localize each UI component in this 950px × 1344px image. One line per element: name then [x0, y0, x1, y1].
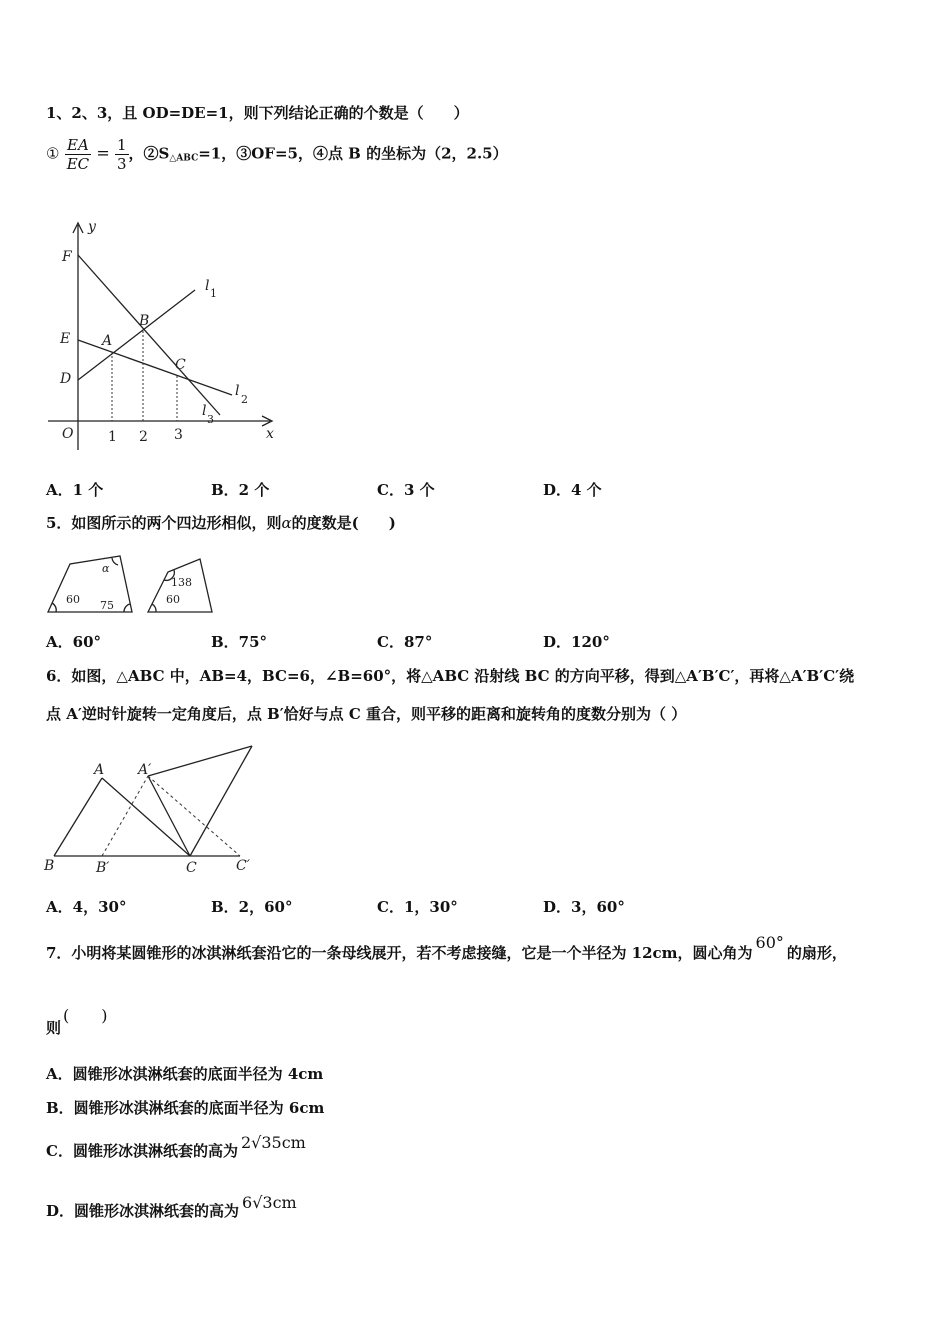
label-l2: l [235, 383, 240, 399]
arc-right-60 [152, 604, 156, 612]
tick-2: 2 [139, 429, 148, 445]
label-c-prime: C′ [236, 858, 250, 874]
q7-stem-line2: 则( ) [46, 1006, 108, 1037]
q5-quadrilaterals-figure [40, 552, 230, 618]
q7-option-b[interactable]: B．圆锥形冰淇淋纸套的底面半径为 6cm [46, 1099, 325, 1117]
q4-circle-1: ① [46, 144, 60, 163]
label-a: A [102, 333, 113, 349]
q5-alpha: α [281, 514, 292, 532]
line-a2-top [148, 746, 252, 776]
q6-stem-line2: 点 A′逆时针旋转一定角度后，点 B′恰好与点 C 重合，则平移的距离和旋转角的度数分别为（ ） [46, 705, 687, 723]
label-left-60: 60 [66, 593, 80, 606]
q7-option-d[interactable]: D．圆锥形冰淇淋纸套的高为 6√3cm [46, 1193, 297, 1220]
label-c: C [175, 357, 186, 373]
q7-option-c-math: 2√35cm [240, 1133, 306, 1152]
label-right-60: 60 [166, 593, 180, 606]
line-a2c [148, 776, 190, 856]
q4-option-c[interactable]: C．3 个 [377, 481, 435, 499]
arc-left-alpha [112, 558, 118, 565]
q6-option-c[interactable]: C．1，30° [377, 898, 458, 916]
line-ac [102, 778, 190, 856]
q6-stem-line1: 6．如图，△ABC 中，AB=4，BC=6，∠B=60°，将△ABC 沿射线 BC 的方向平移，得到△A′B′C′，再将△A′B′C′绕 [46, 667, 855, 685]
q7-option-c[interactable]: C．圆锥形冰淇淋纸套的高为 2√35cm [46, 1133, 306, 1160]
label-f: F [62, 249, 72, 265]
label-a-prime: A′ [138, 762, 152, 778]
q4-fraction-ea-ec: $\frac{EA}{EC}$ [66, 136, 90, 173]
label-b: B [139, 313, 150, 329]
q5-option-c[interactable]: C．87° [377, 633, 433, 651]
label-l1: l [205, 278, 210, 294]
label-l3: l [202, 403, 207, 419]
q4-fraction-one-third: $\frac{1}{3}$ [117, 136, 127, 173]
label-c: C [186, 860, 197, 875]
q5-stem: 5．如图所示的两个四边形相似，则α的度数是( ) [46, 514, 396, 532]
q7-stem: 7．小明将某圆锥形的冰淇淋纸套沿它的一条母线展开，若不考虑接缝，它是一个半径为 12cm，圆心角为60°的扇形， [46, 933, 847, 962]
q6-option-b[interactable]: B．2，60° [211, 898, 293, 916]
label-b: B [44, 858, 55, 874]
q4-stem: 1、2、3，且 OD=DE=1，则下列结论正确的个数是（ ） [46, 104, 469, 122]
q5-option-a[interactable]: A．60° [46, 633, 102, 651]
q4-option-b[interactable]: B．2 个 [211, 481, 270, 499]
label-d: D [60, 371, 72, 387]
q4-conditions: ① $\frac{EA}{EC}$ = $\frac{1}{3}$ ，$②S_{\triangle ABC}=1$，③OF=5，④点 B 的坐标为（2，2.5） [46, 136, 508, 173]
q6-option-a[interactable]: A．4，30° [46, 898, 127, 916]
label-e: E [60, 331, 71, 347]
q5-option-d[interactable]: D．120° [543, 633, 610, 651]
q4-coordinate-figure [40, 215, 290, 460]
line-l3 [78, 255, 220, 415]
line-ab [54, 778, 102, 856]
label-y: y [88, 219, 96, 235]
quad-left [48, 556, 132, 612]
label-l2-sub: 2 [241, 393, 248, 406]
label-alpha: α [102, 562, 110, 575]
q6-triangle-figure [40, 740, 270, 875]
label-o: O [62, 426, 74, 442]
label-right-138: 138 [171, 576, 192, 589]
tick-1: 1 [108, 429, 117, 445]
dashed-a2c2 [148, 776, 240, 856]
arc-left-60 [52, 603, 56, 612]
label-a: A [94, 762, 105, 778]
q4-option-d[interactable]: D．4 个 [543, 481, 602, 499]
label-x: x [266, 426, 274, 442]
q5-option-b[interactable]: B．75° [211, 633, 268, 651]
label-b-prime: B′ [96, 860, 110, 875]
q7-option-a[interactable]: A．圆锥形冰淇淋纸套的底面半径为 4cm [46, 1065, 324, 1083]
q4-option-a[interactable]: A．1 个 [46, 481, 104, 499]
dashed-a2b2 [102, 776, 148, 856]
q7-angle: 60° [755, 933, 784, 952]
label-l1-sub: 1 [210, 287, 217, 300]
q7-option-d-math: 6√3cm [242, 1193, 297, 1212]
label-l3-sub: 3 [207, 413, 214, 426]
q6-option-d[interactable]: D．3，60° [543, 898, 625, 916]
tick-3: 3 [174, 427, 183, 443]
label-left-75: 75 [100, 599, 114, 612]
arc-left-75 [124, 604, 130, 612]
